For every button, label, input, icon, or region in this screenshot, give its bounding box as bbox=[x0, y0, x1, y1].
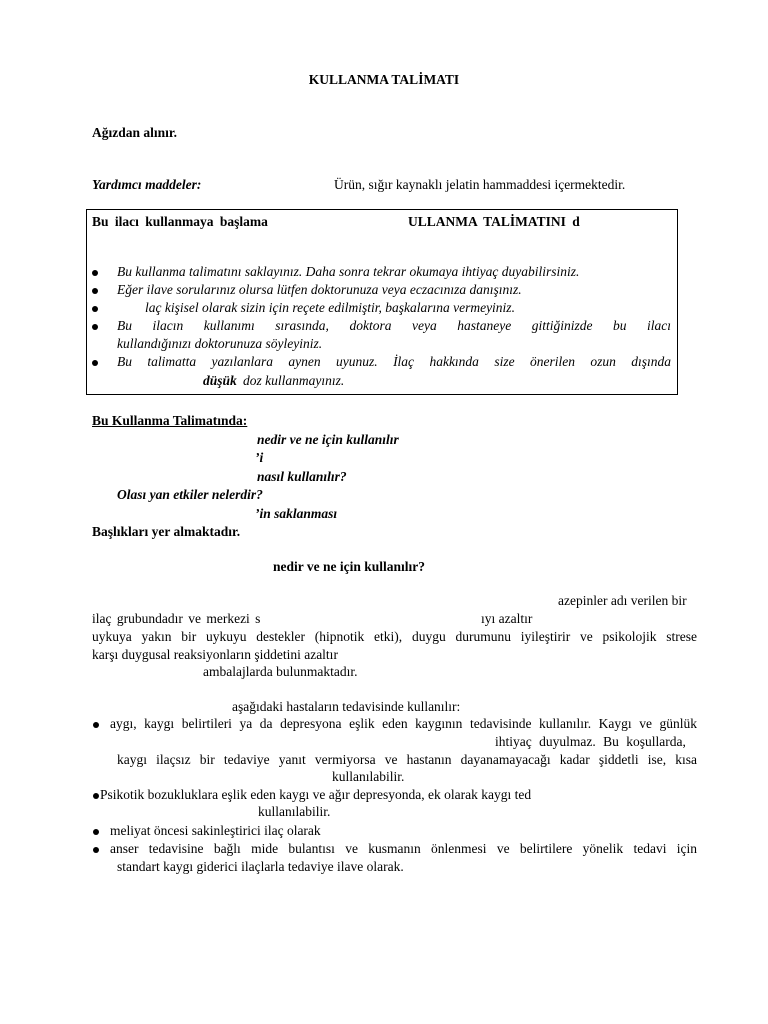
toc-item: ’i bbox=[255, 450, 264, 465]
toc-item: nedir ve ne için kullanılır bbox=[257, 432, 399, 447]
toc-item: nasıl kullanılır? bbox=[257, 469, 347, 484]
section-text: uykuya yakın bir uykuyu destekler (hipnotik etki), duygu durumunu iyileştirir ve psikolojik strese bbox=[92, 629, 697, 644]
notice-item-emphasis: düşük bbox=[203, 373, 237, 388]
notice-item: laç kişisel olarak sizin için reçete edilmiştir, başkalarına vermeyiniz. bbox=[145, 300, 515, 315]
toc-footer: Başlıkları yer almaktadır. bbox=[92, 524, 241, 539]
section-text: kullanılabilir. bbox=[332, 769, 405, 784]
bullet-icon bbox=[93, 793, 99, 799]
section-text: azepinler adı verilen bir bbox=[558, 593, 687, 608]
notice-item: doz kullanmayınız. bbox=[243, 373, 345, 388]
section-text: ihtiyaç duyulmaz. Bu koşullarda, bbox=[495, 734, 686, 749]
bullet-icon bbox=[92, 288, 98, 294]
section-text: anser tedavisine bağlı mide bulantısı ve kusmanın önlenmesi ve belirtilere yönelik tedavi için bbox=[110, 841, 697, 856]
toc-heading: Bu Kullanma Talimatında: bbox=[92, 413, 248, 428]
bullet-icon bbox=[92, 360, 98, 366]
section-text: standart kaygı giderici ilaçlarla tedaviye ilave olarak. bbox=[117, 859, 404, 874]
toc-item: ’in saklanması bbox=[255, 506, 338, 521]
section-text: kullanılabilir. bbox=[258, 804, 331, 819]
bullet-icon bbox=[93, 722, 99, 728]
document-title: KULLANMA TALİMATI bbox=[308, 72, 460, 87]
section-text: ambalajlarda bulunmaktadır. bbox=[203, 664, 358, 679]
notice-heading-right: ULLANMA TALİMATINI d bbox=[408, 214, 580, 229]
section-text: meliyat öncesi sakinleştirici ilaç olarak bbox=[110, 823, 321, 838]
bullet-icon bbox=[93, 847, 99, 853]
notice-item: kullandığınızı doktorunuza söyleyiniz. bbox=[117, 336, 323, 351]
bullet-icon bbox=[92, 306, 98, 312]
section-text: ıyı azaltır bbox=[481, 611, 533, 626]
notice-item: Eğer ilave sorularınız olursa lütfen doktorunuza veya eczacınıza danışınız. bbox=[117, 282, 522, 297]
toc-item: Olası yan etkiler nelerdir? bbox=[117, 487, 263, 502]
section-text: Psikotik bozukluklara eşlik eden kaygı ve ağır depresyonda, ek olarak kaygı ted bbox=[100, 787, 532, 802]
bullet-icon bbox=[92, 270, 98, 276]
administration-route: Ağızdan alınır. bbox=[92, 125, 178, 140]
notice-item: Bu kullanma talimatını saklayınız. Daha sonra tekrar okumaya ihtiyaç duyabilirsiniz. bbox=[117, 264, 580, 279]
section-text: aygı, kaygı belirtileri ya da depresyona eşlik eden kaygının tedavisinde kullanılır. Kaygı ve günlük bbox=[110, 716, 697, 731]
section-text: ilaç grubundadır ve merkezi s bbox=[92, 611, 261, 626]
notice-heading-left: Bu ilacı kullanmaya başlama bbox=[92, 214, 268, 229]
section-heading: nedir ve ne için kullanılır? bbox=[273, 559, 426, 574]
excipients-label: Yardımcı maddeler: bbox=[92, 177, 202, 192]
bullet-icon bbox=[93, 829, 99, 835]
notice-item: Bu ilacın kullanımı sırasında, doktora veya hastaneye gittiğinizde bu ilacı bbox=[117, 318, 671, 333]
section-text: kaygı ilaçsız bir tedaviye yanıt vermiyorsa ve hastanın dayanamayacağı kadar şiddetli ise, kısa bbox=[117, 752, 697, 767]
bullet-icon bbox=[92, 324, 98, 330]
section-text: aşağıdaki hastaların tedavisinde kullanılır: bbox=[232, 699, 461, 714]
excipients-value: Ürün, sığır kaynaklı jelatin hammaddesi içermektedir. bbox=[334, 177, 626, 192]
notice-item: Bu talimatta yazılanlara aynen uyunuz. İlaç hakkında size önerilen ozun dışında bbox=[117, 354, 671, 369]
section-text: karşı duygusal reaksiyonların şiddetini azaltır bbox=[92, 647, 338, 662]
